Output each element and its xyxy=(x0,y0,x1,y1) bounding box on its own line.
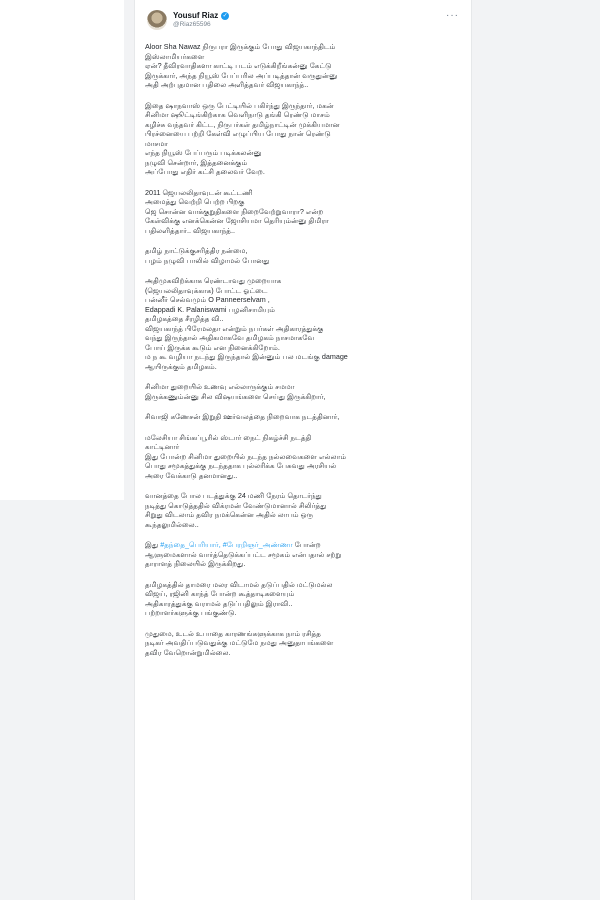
tweet-line: நழுவி சென்றார், இத்தனைக்கும் xyxy=(145,157,248,167)
tweet-line: வந்து இருந்தால் அதிகமாகவே தமிழகம் நாசமாகவே xyxy=(145,333,315,342)
background-left-panel xyxy=(0,0,124,500)
tweet-line: அதிகாரத்துக்கு வராமல் தடுப்பதிலும் இராவி.. xyxy=(145,598,293,608)
tweet-line: சினிமா ஷூட்டிங்கிற்காக வெளிநாடு தங்கி ரெண்டு மாசம் xyxy=(145,110,330,119)
tweet-line-prefix: இது xyxy=(145,540,161,549)
tweet-line: தமிழகத்தில் தாமரை மலர விடாமல் தடுப்பதில் மட்டுமல்ல xyxy=(145,579,333,589)
tweet-line: மாசமா xyxy=(145,138,169,148)
tweet-line: ஆயிருக்கும் தமிழகம். xyxy=(145,361,217,371)
tweet-line: கூந்தலுமில்லை.. xyxy=(145,519,199,529)
tweet-paragraph xyxy=(145,382,463,401)
tweet-paragraph xyxy=(145,433,463,481)
tweet-line: ஏன்? தீவிரவாதிகளா காட்டி படம் எடுக்கிறீங்கன்னு கேட்டு xyxy=(145,61,332,70)
tweet-line: அதி அற்புதமான பதிலை அளித்தவர் விஜயகாந்த்.. xyxy=(145,80,309,89)
tweet-line: விஜய், ரஜினி காந்த் போன்ற கூத்தாடிகளையும் xyxy=(145,589,295,598)
tweet-line: தாராளத் நிலையில் இருக்கிறது. xyxy=(145,559,246,568)
tweet-line: பிரச்னையை பற்றி கேள்வி எழுப்பிய போது நான் ரெண்டு xyxy=(145,129,331,138)
tweet-line: காட்டினார் xyxy=(145,442,180,451)
tweet-line: அதிமுகவிற்க்காக ரெண்டாவது முறையாக xyxy=(145,276,282,285)
tweet-paragraph xyxy=(145,42,463,90)
author-name[interactable]: Yousuf Riaz xyxy=(173,11,219,20)
tweet-line: சினிமா துறையில் உணவு எல்லாருக்கும் சமமா xyxy=(145,382,295,391)
tweet-line: பதிலளித்தார்.. விஜயகாந்த்.. xyxy=(145,225,235,235)
tweet-line: Aloor Sha Nawaz நிருபரா இருக்கும் போது விஜயகாந்திடம் xyxy=(145,42,336,51)
tweet-text xyxy=(145,42,463,668)
tweet-line-suffix: போன்ற xyxy=(292,540,321,549)
tweet-line: பழம் நழுவி பாலில் விழாமல் போனது xyxy=(145,255,270,265)
avatar[interactable] xyxy=(147,10,167,30)
background-right-panel xyxy=(476,0,600,900)
tweet-card xyxy=(134,0,472,900)
tweet-line xyxy=(145,540,463,550)
tweet-line: பொது சமூகத்துக்கு நடந்ததாக புல்லரிக்க பேசுவது அரசியல் xyxy=(145,461,337,470)
tweet-paragraph xyxy=(145,276,463,371)
tweet-line: அப்போது எதிர் கட்சி தலைவர் வேற. xyxy=(145,167,265,176)
tweet-line: இஸ்லாமியர்களை xyxy=(145,51,205,61)
tweet-line: கழிச்சு வந்தவர் கிட்ட, நிருபர்கள் தமிழ்நாட்டின் முக்கியமான xyxy=(145,119,340,129)
tweet-line: ம ந கூ வழியா நடந்து இருந்தால் இன்னும் பல மடங்கு damage xyxy=(145,352,348,361)
tweet-line: இதை ஷாநவாஸ் ஒரு பேட்டியில் பகிர்ந்து இருந்தார், மகன் xyxy=(145,100,334,110)
tweet-line: முதுமை, உடல் உபாதை காரணங்களுக்காக நாம் ரசித்த xyxy=(145,628,321,638)
tweet-line: ஜெ சொன்ன வாக்குறுதிகளை நிறைவேற்றுவாரா? என்ற xyxy=(145,206,324,216)
tweet-paragraph xyxy=(145,491,463,529)
tweet-line: நடிகர் அவதிப்படுவதுக்கு மட்டுமே நமது அனுதாபங்களை xyxy=(145,638,334,647)
more-options-icon[interactable]: ··· xyxy=(446,10,459,21)
tweet-paragraph xyxy=(145,412,463,422)
tweet-paragraph xyxy=(145,246,463,265)
tweet-line: பன்னீர் செல்வமும் O Panneerselvam , xyxy=(145,295,270,304)
tweet-line: தவிர வேறொன்றுமில்லை. xyxy=(145,647,231,657)
tweet-line: தமிழ் நாட்டுக்குசரித்திர நன்மை, xyxy=(145,246,248,255)
tweet-line: எந்த நியூஸ் பேப்பரும் படிக்கலன்னு xyxy=(145,148,262,157)
author-row xyxy=(173,11,229,20)
tweet-line: போய் இருக்க கூடும் என நினைக்கிறோம். xyxy=(145,342,280,352)
tweet-line: ஆளுமைகளால் வார்த்தெடுக்கப்பட்ட சமூகம் என்பதால் சற்று xyxy=(145,549,342,559)
tweet-line: சிவாஜி கணேசன் இறுதி ஊர்வலத்தை நிறைவாக நடத்தினார், xyxy=(145,412,340,421)
tweet-line: மலேசியா சிங்கப்பூரில் ஸ்டார் நைட் நிகழ்ச்சி நடத்தி xyxy=(145,432,312,442)
hashtag-link[interactable]: #தந்தை_பெரியார், #பேரறிஞர்_அண்ணா xyxy=(160,540,293,549)
tweet-line: இருக்கார், அந்த நியூஸ் பேப்பரில அப்படித்தான் வருதுன்னு xyxy=(145,70,338,80)
tweet-line: சிறுது விடலாம் தவிர நமக்கென்ன அதில் லாபம் ஒரு xyxy=(145,510,314,519)
tweet-line: தமிழகத்தை சீரழித்த வி.. xyxy=(145,314,224,323)
tweet-line: Edappadi K. Palaniswami பழனிசாமியும் xyxy=(145,304,275,314)
tweet-header xyxy=(135,0,471,36)
tweet-paragraph xyxy=(145,101,463,177)
tweet-line: கேள்விக்கு எனக்கென்ன ஜோசியமா தெரியும்ன்னு திமிரா xyxy=(145,216,329,225)
tweet-line: (ஜெயலலிதாவுக்காக) போட்ட ஓட்டை xyxy=(145,285,268,295)
tweet-paragraph xyxy=(145,580,463,618)
tweet-line: வானத்தை போல படத்துக்கு 24 மணி நேரம் தொடர்ந்து xyxy=(145,491,322,500)
tweet-line: பற்றாளர்களுக்கு பங்குண்டு. xyxy=(145,608,237,617)
tweet-line: அரை வேக்காடு தனமானது.. xyxy=(145,470,238,480)
tweet-line: விஜயகாந்த் பிரேமலதா என்றும் நபர்கள் அதிகாரத்துக்கு xyxy=(145,323,324,333)
tweet-line: அமைத்து வெற்றி பெற்ற பிறகு xyxy=(145,197,245,206)
tweet-line: இருக்கணும்ன்னு சில விஷயங்களை செய்து இருக்கிறார், xyxy=(145,391,326,401)
tweet-paragraph xyxy=(145,629,463,658)
tweet-paragraph xyxy=(145,188,463,236)
tweet-line: நடித்து கொடுத்ததில் விக்ரமன் வேண்டுமானால் சிலிர்த்து xyxy=(145,500,327,510)
verified-badge-icon: ✓ xyxy=(222,12,228,19)
tweet-paragraph xyxy=(145,540,463,569)
tweet-line: இது போன்ற சினிமா துறையில் நடந்த நல்லவைகளை எல்லாம் xyxy=(145,451,347,461)
tweet-line: 2011 ஜெயலலிதாவுடன் கூட்டணி xyxy=(145,187,253,197)
author-handle[interactable]: @Riaz65596 xyxy=(173,21,211,28)
